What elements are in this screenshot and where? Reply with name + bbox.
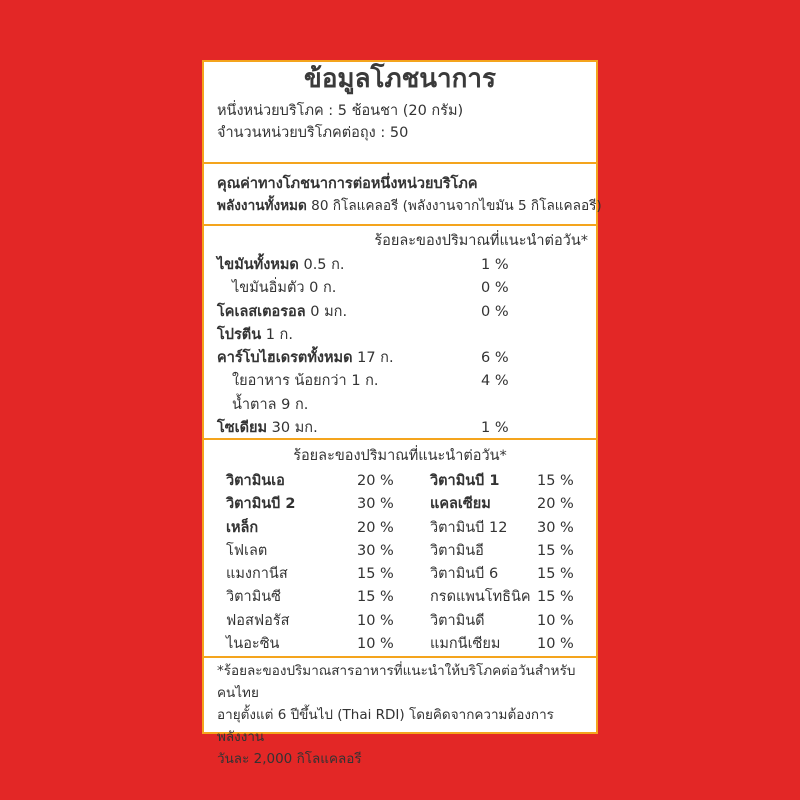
vitamin-percent: 10 % [357,636,394,653]
vitamin-row [204,586,596,609]
nutrient-name [232,277,336,300]
energy-value: 80 กิโลแคลอรี (พลังงานจากไขมัน 5 กิโลแคลอรี) [311,198,602,214]
nutrient-percent: 1 % [481,257,509,273]
vitamin-percent: 10 % [537,612,574,629]
energy-label: พลังงานทั้งหมด [217,198,307,214]
nutrient-amount: 30 มก. [271,420,318,437]
vitamin-name: วิตามินบี 12 [430,519,508,536]
vitamin-percent: 30 % [357,542,394,559]
vitamin-name: วิตามินซี [226,589,282,606]
nutrient-label: คาร์โบไฮเดรตทั้งหมด [217,350,353,367]
footnote-line: *ร้อยละของปริมาณสารอาหารที่แนะนำให้บริโภคต่อวันสำหรับคนไทย [217,663,576,701]
vitamin-name: แมงกานีส [226,566,288,583]
vitamin-name: วิตามินดี [430,612,485,629]
nutrient-amount: 1 ก. [265,326,293,343]
vitamin-name: เหล็ก [226,519,259,536]
nutrient-amount: น้ำตาล 9 ก. [232,396,309,413]
vitamin-percent: 20 % [357,519,394,536]
nutrient-percent: 6 % [481,350,509,367]
vitamin-name: วิตามินบี 2 [226,496,296,513]
nutrient-percent: 1 % [481,420,509,437]
nutrient-name [232,394,308,417]
nutrient-row [204,394,596,417]
vitamin-name: แมกนีเซียม [430,636,501,653]
vitamin-row [204,540,596,563]
nutrient-name [217,417,318,440]
nutrients-rdi-heading: ร้อยละของปริมาณที่แนะนำต่อวัน* [374,233,588,249]
nutrient-amount: 17 ก. [357,350,394,367]
vitamin-name: แคลเซียม [430,496,491,513]
divider [204,224,596,226]
vitamin-name: โฟเลต [226,542,268,559]
divider [204,656,596,658]
vitamin-percent: 15 % [537,473,574,489]
vitamin-name: วิตามินบี 1 [430,473,500,489]
nutrient-row [204,277,596,300]
vitamin-percent: 30 % [357,496,394,513]
nutrient-percent: 0 % [481,303,509,320]
nutrient-name [217,324,293,347]
nutrient-row [204,417,596,440]
divider [204,162,596,164]
vitamin-row [204,563,596,586]
vitamin-name: วิตามินบี 6 [430,566,499,583]
nutrient-name [217,254,345,277]
vitamin-name: วิตามินอี [430,542,484,559]
nutrient-name [217,301,347,324]
vitamin-percent: 15 % [537,566,574,583]
energy-section [204,173,602,217]
vitamin-percent: 20 % [357,473,394,489]
vitamin-percent: 20 % [537,496,574,513]
vitamins-rdi-heading: ร้อยละของปริมาณที่แนะนำต่อวัน* [293,448,507,464]
footnote-section [204,660,596,770]
vitamin-row [204,493,596,516]
footnote-line: วันละ 2,000 กิโลแคลอรี [217,751,362,767]
nutrient-amount: ใยอาหาร น้อยกว่า 1 ก. [232,373,379,390]
vitamin-name: ไนอะซิน [226,636,280,653]
serving-size: หนึ่งหน่วยบริโภค : 5 ช้อนชา (20 กรัม) [217,103,464,119]
vitamin-percent: 15 % [537,542,574,559]
nutrient-row [204,347,596,370]
vitamin-row [204,470,596,493]
nutrition-facts-panel [202,60,602,767]
nutrient-amount: ไขมันอิ่มตัว 0 ก. [232,280,337,297]
nutrient-name [217,347,394,370]
header-section [204,62,596,152]
nutrient-row [204,324,596,347]
vitamin-name: ฟอสฟอรัส [226,612,290,629]
nutrient-percent: 0 % [481,280,509,297]
vitamin-row [204,610,596,633]
nutrient-label: ไขมันทั้งหมด [217,257,299,273]
vitamin-name: วิตามินเอ [226,473,285,489]
vitamin-percent: 10 % [537,636,574,653]
energy-heading: คุณค่าทางโภชนาการต่อหนึ่งหน่วยบริโภค [217,176,478,192]
footnote-line: อายุตั้งแต่ 6 ปีขึ้นไป (Thai RDI) โดยคิดจากความต้องการพลังงาน [217,707,554,745]
vitamin-name: กรดแพนโทธินิค [430,589,531,606]
vitamin-row [204,633,596,656]
panel-title: ข้อมูลโภชนาการ [304,64,496,94]
vitamin-row [204,517,596,540]
vitamin-percent: 30 % [537,519,574,536]
nutrients-section [204,230,596,440]
vitamin-percent: 15 % [537,589,574,606]
nutrient-row [204,254,596,277]
vitamin-percent: 15 % [357,589,394,606]
servings-per-pack: จำนวนหน่วยบริโภคต่อถุง : 50 [217,125,409,141]
nutrient-label: โปรตีน [217,326,262,343]
nutrient-label: โซเดียม [217,420,268,437]
divider [204,438,596,440]
energy-line [204,195,602,217]
vitamin-rows [204,470,596,656]
nutrient-percent: 4 % [481,373,509,390]
vitamin-percent: 15 % [357,566,394,583]
nutrient-label: โคเลสเตอรอล [217,303,306,320]
vitamin-percent: 10 % [357,612,394,629]
nutrient-row [204,370,596,393]
nutrient-rows [204,254,596,440]
vitamins-section [204,445,596,656]
nutrient-name [232,370,379,393]
nutrient-row [204,301,596,324]
nutrient-amount: 0.5 ก. [303,257,345,273]
nutrient-amount: 0 มก. [310,303,348,320]
